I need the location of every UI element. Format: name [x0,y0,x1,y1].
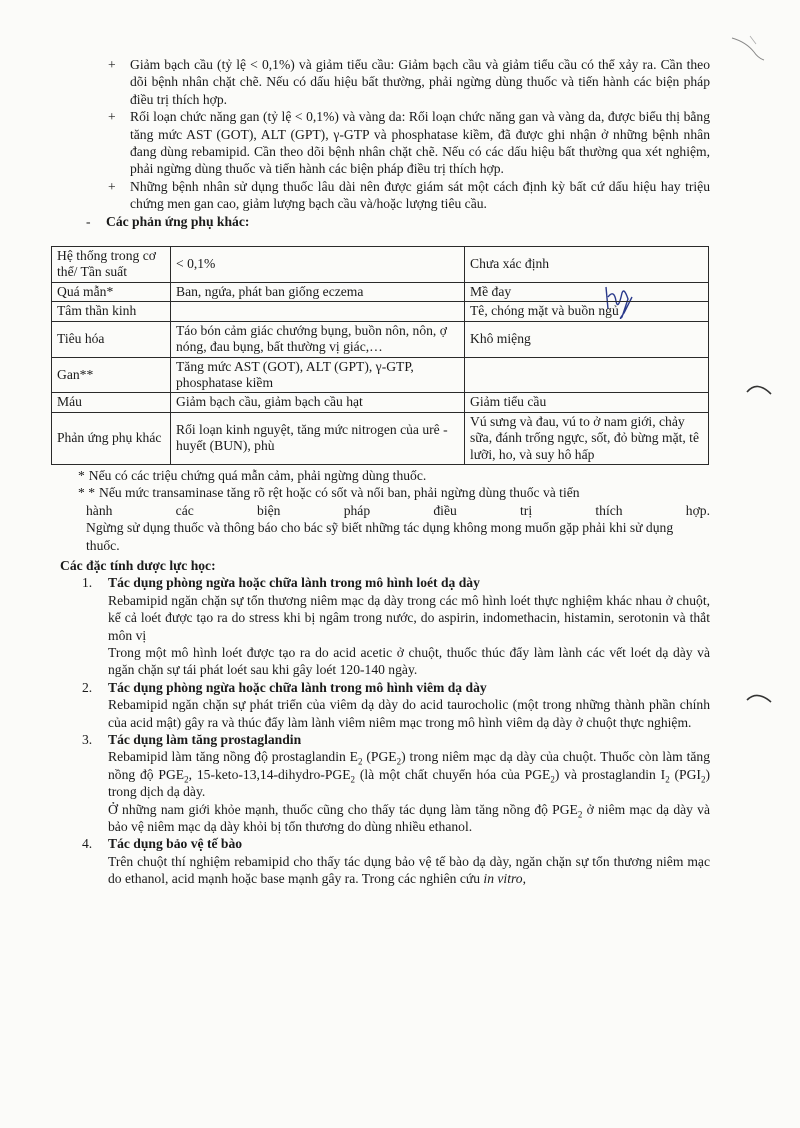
footnote-text: Nếu mức transaminase tăng rõ rệt hoặc có sốt và nổi ban, phải ngừng dùng thuốc và tiến [99,485,580,501]
table-row [52,302,709,321]
table-cell: Khô miệng [465,321,709,357]
table-cell: Giảm bạch cầu, giảm bạch cầu hạt [171,393,465,412]
section-title: Tác dụng phòng ngừa hoặc chữa lành trong mô hình loét dạ dày [108,575,480,591]
table-cell [171,302,465,321]
other-reactions-heading [86,213,710,230]
pharmacodynamics-heading: Các đặc tính dược lực học: [60,557,216,573]
table-header-row [52,247,709,283]
table-cell: Giảm tiểu cầu [465,393,709,412]
table-header-cell: Hệ thống trong cơ thể/ Tần suất [52,247,171,283]
table-cell: Rối loạn kinh nguyệt, tăng mức nitrogen của urê - huyết (BUN), phù [171,412,465,464]
table-row [52,357,709,393]
table-cell: Ban, ngứa, phát ban giống eczema [171,282,465,301]
bullet-leukopenia [108,56,710,108]
section-number: 4. [82,836,93,852]
table-cell: Mề đay [465,282,709,301]
section-number: 2. [82,679,93,695]
punch-hole-mark-1 [745,378,775,398]
section-ulcer-model [60,574,710,678]
section-paragraph: Rebamipid ngăn chặn sự phát triển của viêm dạ dày do acid taurocholic (một trong những thành phần chính của acid mật) gây ra và thúc đẩy làm lành viêm niêm mạc trong mô hình viêm dạ dày ở chuột thực nghiệm. [108,697,710,730]
bullet-long-term-monitoring [108,178,710,213]
section-number: 3. [82,732,93,748]
section-number: 1. [82,575,93,591]
adverse-reactions-table [51,246,709,465]
table-cell: Tiêu hóa [52,321,171,357]
heading-dash: - [86,213,91,229]
table-row [52,412,709,464]
bullet-liver-dysfunction [108,108,710,178]
table-cell: Tâm thần kinh [52,302,171,321]
bullet-text: Rối loạn chức năng gan (tỷ lệ < 0,1%) và vàng da: Rối loạn chức năng gan và vàng da, được biểu thị bằng tăng mức AST (GOT), ALT (GPT), γ-GTP và phosphatase kiềm, đã được ghi nhận ở những bệnh nhân đang dùng rebamipid. Cần theo dõi bệnh nhân chặt chẽ. Nếu có các dấu hiệu bất thường qua xét nghiệm, phải ngừng dùng thuốc và tiến hành các biện pháp điều trị thích hợp. [130,109,710,177]
footnote-mark: * [78,467,85,483]
scan-mark-top-right [728,30,768,70]
punch-hole-mark-2 [745,688,775,708]
table-header-cell: Chưa xác định [465,247,709,283]
footnote-hypersensitivity [78,467,710,484]
section-gastritis-model [60,679,710,731]
table-cell: Vú sưng và đau, vú to ở nam giới, chảy sữa, đánh trống ngực, sốt, đỏ bừng mặt, tê lưỡi, ho, và suy hô hấp [465,412,709,464]
table-row [52,393,709,412]
footnote-text: Nếu có các triệu chứng quá mẫn cảm, phải ngừng dùng thuốc. [88,467,427,483]
bullet-mark: + [108,178,116,194]
bullet-text: Giảm bạch cầu (tỷ lệ < 0,1%) và giảm tiểu cầu: Giảm bạch cầu và giảm tiểu cầu có thể xảy ra. Cần theo dõi bệnh nhân chặt chẽ. Nếu có dấu hiệu bất thường, phải ngừng dùng thuốc và tiến hành các biện pháp điều trị thích hợp. [130,57,710,107]
section-paragraph: Rebamipid ngăn chặn sự tổn thương niêm mạc dạ dày trong các mô hình loét thực nghiệm khác nhau ở chuột, kể cả loét được tạo ra do stress khi bị ngâm trong nước, do aspirin, indomethacin, histamin, serotonin và thắt môn vị [108,592,710,643]
section-prostaglandin [60,731,710,835]
bullet-mark: + [108,109,116,125]
heading-text: Các phản ứng phụ khác: [106,213,250,229]
section-paragraph: Rebamipid làm tăng nồng độ prostaglandin $E_2$ $(PGE_2)$ trong niêm mạc dạ dày của chuột. Thuốc còn làm tăng nồng độ $PGE_2$, $15-keto-13,14-dihydro-PGE_2$ (là một chất chuyển hóa của $PGE_2$) và prostaglandin $I_2$ $(PGI_2)$ trong dịch dạ dày. [108,749,710,800]
section-paragraph: Ở những nam giới khỏe mạnh, thuốc cũng cho thấy tác dụng làm tăng nồng độ $PGE_2$ ở niêm mạc dạ dày và bảo vệ niêm mạc dạ dày khỏi bị tổn thương do dùng nhiều ethanol. [108,801,710,835]
table-cell: Táo bón cảm giác chướng bụng, buồn nôn, nôn, ợ nóng, đau bụng, bất thường vị giác,… [171,321,465,357]
section-paragraph: Trong một mô hình loét được tạo ra do acid acetic ở chuột, thuốc thúc đẩy làm lành các vết loét dạ dày và ngăn chặn sự tái phát loét sau khi gây loét 120-140 ngày. [108,645,710,678]
section-paragraph: Trên chuột thí nghiệm rebamipid cho thấy tác dụng bảo vệ tế bào dạ dày, ngăn chặn sự tổn thương niêm mạc do ethanol, acid mạnh hoặc base mạnh gây ra. Trong các nghiên cứu in vitro, [108,853,710,887]
document-body [57,56,710,888]
table-cell [465,357,709,393]
footnote-mark: * * [78,485,95,501]
table-cell: Phản ứng phụ khác [52,412,171,464]
table-row [52,321,709,357]
section-title: Tác dụng bảo vệ tế bào [108,836,243,852]
footnote-report-to-doctor: Ngừng sử dụng thuốc và thông báo cho bác sỹ biết những tác dụng không mong muốn gặp phải khi sử dụng thuốc. [86,520,674,553]
section-cytoprotection [60,835,710,887]
table-row [52,282,709,301]
table-cell: Tê, chóng mặt và buồn ngủ [465,302,709,321]
section-title: Tác dụng làm tăng prostaglandin [108,732,302,748]
table-cell: Gan** [52,357,171,393]
bullet-mark: + [108,57,116,72]
table-header-cell: < 0,1% [171,247,465,283]
footnote-transaminase-continued: hành các biện pháp điều trị thích hợp. [86,502,710,518]
table-cell: Tăng mức AST (GOT), ALT (GPT), γ-GTP, phosphatase kiềm [171,357,465,393]
section-title: Tác dụng phòng ngừa hoặc chữa lành trong mô hình viêm dạ dày [108,679,487,695]
bullet-text: Những bệnh nhân sử dụng thuốc lâu dài nên được giám sát một cách định kỳ bất cứ dấu hiệu hay triệu chứng men gan cao, giảm lượng bạch cầu và/hoặc lượng tiêu cầu. [130,178,710,212]
table-cell: Máu [52,393,171,412]
footnote-transaminase [78,484,710,501]
table-footnotes [78,467,710,554]
table-cell: Quá mẫn* [52,282,171,301]
